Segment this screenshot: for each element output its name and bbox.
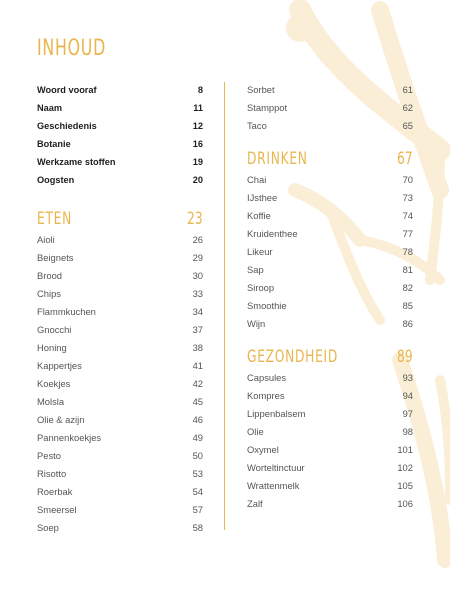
- toc-entry[interactable]: [247, 225, 413, 243]
- toc-entry-name: Gnocchi: [37, 324, 72, 335]
- toc-entry-name: Olie: [247, 426, 264, 437]
- toc-entry-name: Honing: [37, 342, 67, 353]
- section-page: 67: [397, 149, 413, 169]
- toc-entry-page: 82: [402, 282, 413, 293]
- toc-entry-page: 11: [193, 103, 203, 113]
- toc-entry-name: Molsla: [37, 396, 65, 407]
- toc-entry[interactable]: [37, 321, 203, 339]
- section-header-gezondheid: [247, 345, 413, 369]
- toc-entry-page: 37: [192, 324, 203, 335]
- toc-entry-page: 101: [397, 444, 413, 455]
- toc-entry[interactable]: [37, 501, 203, 519]
- toc-entry-page: 98: [402, 426, 413, 437]
- section-page: 23: [187, 209, 203, 229]
- toc-entry[interactable]: [37, 483, 203, 501]
- toc-entry-page: 70: [402, 174, 413, 185]
- toc-entry[interactable]: [247, 279, 413, 297]
- toc-entry-name: IJsthee: [247, 192, 278, 203]
- toc-entry-name: Olie & azijn: [37, 414, 85, 425]
- toc-entry-page: 106: [397, 498, 413, 509]
- toc-entry-page: 102: [397, 462, 413, 473]
- toc-entry-page: 57: [192, 504, 203, 515]
- section-header-drinken: [247, 147, 413, 171]
- toc-entry[interactable]: [37, 303, 203, 321]
- section-title: ETEN: [37, 209, 72, 229]
- toc-entry[interactable]: [37, 519, 203, 537]
- toc-entry-name: Botanie: [37, 139, 71, 149]
- toc-entry-name: Kompres: [247, 390, 285, 401]
- toc-entry[interactable]: [247, 99, 413, 117]
- toc-entry-page: 97: [402, 408, 413, 419]
- toc-entry[interactable]: [247, 477, 413, 495]
- toc-entry-name: Oogsten: [37, 175, 75, 185]
- toc-entry-page: 26: [192, 234, 203, 245]
- toc-entry-name: Geschiedenis: [37, 121, 97, 131]
- toc-entry[interactable]: [247, 297, 413, 315]
- toc-entry[interactable]: [37, 285, 203, 303]
- toc-entry-page: 85: [402, 300, 413, 311]
- toc-entry-name: Zalf: [247, 498, 263, 509]
- toc-entry-page: 65: [402, 120, 413, 131]
- toc-entry-page: 38: [192, 342, 203, 353]
- toc-entry[interactable]: [247, 459, 413, 477]
- toc-entry-page: 105: [397, 480, 413, 491]
- section-page: 89: [397, 347, 413, 367]
- toc-entry-page: 81: [402, 264, 413, 275]
- section-header-eten: [37, 207, 203, 231]
- toc-entry-name: Naam: [37, 103, 63, 113]
- page-title: INHOUD: [37, 36, 107, 61]
- toc-entry[interactable]: [37, 393, 203, 411]
- toc-entry-page: 58: [192, 522, 203, 533]
- toc-entry-name: Beignets: [37, 252, 74, 263]
- toc-entry[interactable]: [247, 423, 413, 441]
- toc-entry-page: 42: [192, 378, 203, 389]
- toc-entry-page: 62: [402, 102, 413, 113]
- toc-entry[interactable]: [247, 243, 413, 261]
- toc-entry[interactable]: [37, 267, 203, 285]
- toc-entry-name: Chips: [37, 288, 61, 299]
- toc-entry-page: 73: [402, 192, 413, 203]
- toc-entry-name: Stamppot: [247, 102, 288, 113]
- toc-entry-page: 77: [402, 228, 413, 239]
- toc-entry-page: 20: [192, 175, 203, 185]
- toc-entry[interactable]: [37, 171, 203, 189]
- toc-entry-page: 46: [192, 414, 203, 425]
- toc-entry-page: 49: [192, 432, 203, 443]
- toc-entry[interactable]: [247, 405, 413, 423]
- section-title: GEZONDHEID: [247, 347, 339, 367]
- toc-entry[interactable]: [37, 357, 203, 375]
- column-divider: [224, 82, 225, 530]
- toc-entry-page: 94: [402, 390, 413, 401]
- toc-entry[interactable]: [37, 231, 203, 249]
- toc-entry-name: Woord vooraf: [37, 85, 97, 95]
- toc-entry[interactable]: [37, 249, 203, 267]
- toc-entry-page: 29: [192, 252, 203, 263]
- toc-entry-name: Kruidenthee: [247, 228, 298, 239]
- toc-entry-name: Taco: [247, 120, 267, 131]
- toc-entry-name: Wrattenmelk: [247, 480, 300, 491]
- toc-entry-name: Koekjes: [37, 378, 71, 389]
- toc-entry[interactable]: [37, 465, 203, 483]
- toc-entry-name: Chai: [247, 174, 267, 185]
- toc-entry-name: Flammkuchen: [37, 306, 96, 317]
- toc-entry-name: Siroop: [247, 282, 275, 293]
- toc-entry[interactable]: [37, 375, 203, 393]
- toc-entry-name: Lippenbalsem: [247, 408, 306, 419]
- toc-entry-name: Aioli: [37, 234, 55, 245]
- toc-entry-name: Oxymel: [247, 444, 279, 455]
- toc-entry[interactable]: [37, 81, 203, 99]
- toc-entry-page: 61: [402, 84, 413, 95]
- toc-entry[interactable]: [37, 99, 203, 117]
- toc-entry[interactable]: [247, 369, 413, 387]
- toc-entry[interactable]: [37, 135, 203, 153]
- toc-entry-page: 16: [192, 139, 203, 149]
- toc-entry-name: Likeur: [247, 246, 273, 257]
- toc-entry-page: 45: [192, 396, 203, 407]
- toc-entry-name: Wijn: [247, 318, 266, 329]
- toc-entry[interactable]: [247, 387, 413, 405]
- toc-entry[interactable]: [247, 441, 413, 459]
- toc-entry-page: 93: [402, 372, 413, 383]
- toc-entry[interactable]: [247, 117, 413, 135]
- toc-entry-name: Risotto: [37, 468, 67, 479]
- toc-entry-name: Worteltinctuur: [247, 462, 305, 473]
- toc-entry-name: Werkzame stoffen: [37, 157, 116, 167]
- toc-entry[interactable]: [247, 495, 413, 513]
- toc-entry-name: Pesto: [37, 450, 61, 461]
- toc-entry[interactable]: [247, 189, 413, 207]
- toc-entry-name: Sap: [247, 264, 264, 275]
- toc-entry[interactable]: [247, 81, 413, 99]
- toc-entry-name: Capsules: [247, 372, 287, 383]
- toc-entry-name: Smeersel: [37, 504, 77, 515]
- toc-entry[interactable]: [247, 171, 413, 189]
- toc-entry-page: 41: [192, 360, 203, 371]
- toc-entry-page: 19: [192, 157, 203, 167]
- toc-entry-name: Koffie: [247, 210, 271, 221]
- toc-entry[interactable]: [247, 207, 413, 225]
- toc-entry-name: Soep: [37, 522, 59, 533]
- toc-entry[interactable]: [37, 429, 203, 447]
- toc-entry-name: Roerbak: [37, 486, 73, 497]
- toc-entry-page: 78: [402, 246, 413, 257]
- toc-entry[interactable]: [37, 117, 203, 135]
- toc-entry-page: 8: [197, 85, 203, 95]
- toc-entry-name: Brood: [37, 270, 63, 281]
- toc-entry-page: 54: [192, 486, 203, 497]
- toc-entry-name: Smoothie: [247, 300, 287, 311]
- toc-entry-name: Kappertjes: [37, 360, 82, 371]
- toc-entry-page: 53: [192, 468, 203, 479]
- toc-entry[interactable]: [247, 261, 413, 279]
- toc-entry-page: 12: [192, 121, 203, 131]
- toc-entry-page: 74: [402, 210, 413, 221]
- toc-left-column: [37, 0, 203, 600]
- toc-entry-name: Sorbet: [247, 84, 275, 95]
- toc-entry[interactable]: [37, 339, 203, 357]
- toc-entry[interactable]: [37, 153, 203, 171]
- toc-entry-page: 50: [192, 450, 203, 461]
- toc-right-column: [247, 0, 413, 600]
- toc-entry[interactable]: [37, 411, 203, 429]
- toc-entry-page: 34: [192, 306, 203, 317]
- toc-entry[interactable]: [37, 447, 203, 465]
- toc-entry-name: Pannenkoekjes: [37, 432, 102, 443]
- toc-entry-page: 86: [402, 318, 413, 329]
- toc-entry-page: 33: [192, 288, 203, 299]
- toc-entry[interactable]: [247, 315, 413, 333]
- section-title: DRINKEN: [247, 149, 308, 169]
- toc-entry-page: 30: [192, 270, 203, 281]
